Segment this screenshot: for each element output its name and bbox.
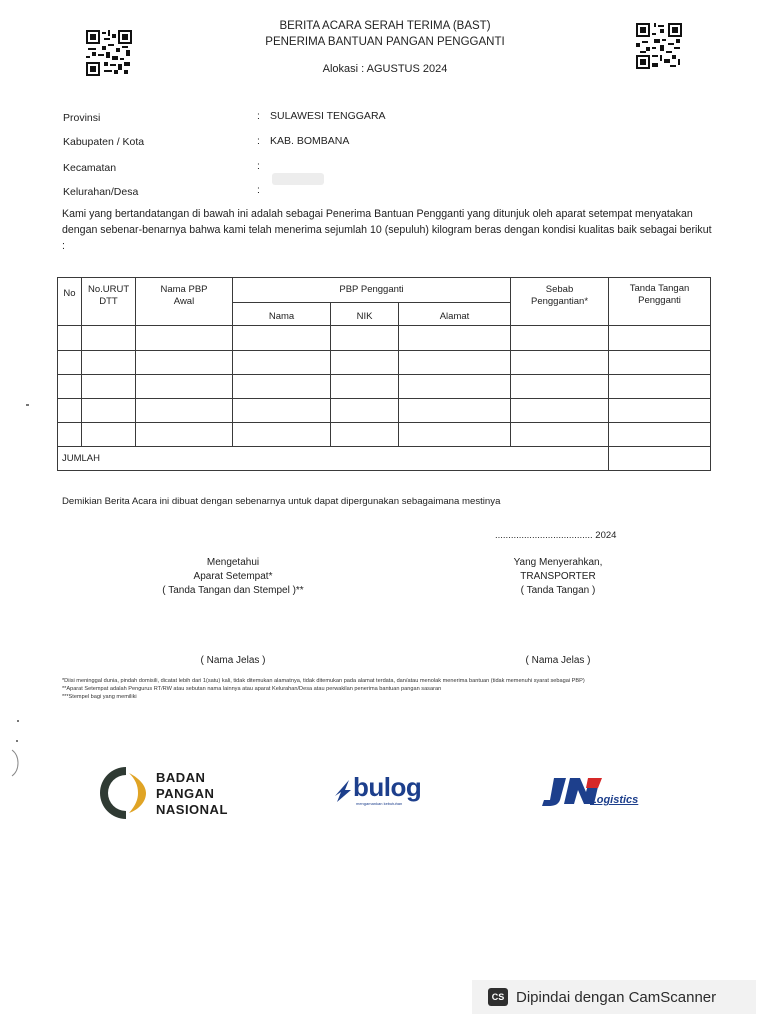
- scan-speck: [16, 740, 18, 742]
- bpn-logo-icon: [96, 765, 152, 826]
- field-colon: :: [257, 160, 260, 172]
- footnote-3: ***Stempel bagi yang memiliki: [62, 694, 137, 700]
- field-label-kabupaten: Kabupaten / Kota: [63, 136, 145, 148]
- field-label-kelurahan: Kelurahan/Desa: [63, 186, 139, 198]
- field-colon: :: [257, 110, 260, 122]
- document-header: [200, 18, 570, 50]
- field-label-kecamatan: Kecamatan: [63, 162, 117, 174]
- table-row: [58, 375, 711, 399]
- column-header-nik: NIK: [331, 303, 399, 326]
- bulog-tagline: mengamankan kebutuhan: [356, 801, 403, 806]
- scan-speck: [17, 720, 19, 722]
- footnote-1: *Diisi meninggal dunia, pindah domisili, dicatat lebih dari 1(satu) kali, tidak ditemukan alamatnya, tidak ditemukan pada alamat terdata, dan/atau menolak menerima bantuan (tidak memenuhi syarat sebagai PBP): [62, 678, 585, 684]
- qr-code-left: [86, 30, 132, 76]
- bpn-logo-text: BADAN PANGAN NASIONAL: [156, 770, 228, 817]
- left-sig-line1: Mengetahui: [206, 557, 260, 568]
- header-title-line2: PENERIMA BANTUAN PANGAN PENGGANTI: [265, 36, 505, 48]
- table-total-row: [58, 447, 711, 471]
- field-value-provinsi: SULAWESI TENGGARA: [270, 110, 386, 122]
- intro-paragraph: Kami yang bertandatangan di bawah ini adalah sebagai Penerima Bantuan Pengganti yang ditunjuk oleh aparat setempat menyatakan dengan sebenar-benarnya bahwa kami telah menerima sejumlah 10 (sepuluh) kilogram beras dengan kondisi kualitas baik sebagai berikut :: [62, 208, 712, 252]
- recipient-table: [57, 277, 711, 471]
- column-header-urut: No.URUT DTT: [82, 278, 136, 326]
- signature-block-left: [128, 556, 338, 598]
- column-header-alamat: Alamat: [399, 303, 511, 326]
- table-row: [58, 326, 711, 351]
- bulog-logo-icon: [333, 778, 353, 807]
- column-header-sebab: Sebab Penggantian*: [511, 278, 609, 326]
- field-value-kabupaten: KAB. BOMBANA: [270, 135, 350, 147]
- table-row: [58, 351, 711, 375]
- signature-block-right: [458, 556, 658, 598]
- qr-code-right: [636, 23, 682, 69]
- bulog-logo-text: bulog: [353, 772, 422, 802]
- footnote-2: **Aparat Setempat adalah Pengurus RT/RW atau sebutan nama lainnya atau aparat Kelurahan/Desa atau perwakilan penerima bantuan pangan sasaran: [62, 686, 442, 692]
- allocation-label: Alokasi : AGUSTUS 2024: [322, 63, 448, 75]
- redacted-area: [272, 173, 324, 185]
- total-label: JUMLAH: [58, 447, 609, 471]
- camscanner-icon: CS: [488, 988, 508, 1006]
- closing-statement: Demikian Berita Acara ini dibuat dengan sebenarnya untuk dapat dipergunakan sebagaimana mestinya: [62, 496, 501, 507]
- field-colon: :: [257, 184, 260, 196]
- table-row: [58, 423, 711, 447]
- left-sig-line3: ( Tanda Tangan dan Stempel )**: [162, 585, 304, 596]
- left-sig-line2: Aparat Setempat*: [193, 571, 273, 582]
- field-label-provinsi: Provinsi: [63, 112, 101, 124]
- column-header-nama: Nama: [233, 303, 331, 326]
- field-colon: :: [257, 135, 260, 147]
- column-header-tanda-tangan: Tanda Tangan Pengganti: [609, 278, 711, 326]
- footnotes: [62, 677, 722, 701]
- camscanner-text: Dipindai dengan CamScanner: [516, 988, 717, 1006]
- right-sig-line1: Yang Menyerahkan,: [513, 557, 603, 568]
- column-header-no: No: [58, 278, 82, 326]
- scan-artifact: [10, 748, 24, 783]
- right-sig-name: ( Nama Jelas ): [525, 655, 591, 666]
- right-sig-line2: TRANSPORTER: [520, 571, 596, 582]
- table-row: [58, 399, 711, 423]
- date-line: ..................................... 2024: [495, 530, 617, 541]
- right-sig-line3: ( Tanda Tangan ): [520, 585, 596, 596]
- header-title-line1: BERITA ACARA SERAH TERIMA (BAST): [279, 20, 491, 32]
- scan-speck: [26, 404, 29, 406]
- column-header-pbp-awal: Nama PBP Awal: [136, 278, 233, 326]
- column-header-pbp-pengganti: PBP Pengganti: [233, 278, 511, 303]
- jn-logistics-logo-text: Logistics: [590, 794, 639, 806]
- camscanner-watermark: [472, 980, 756, 1014]
- left-sig-name: ( Nama Jelas ): [200, 655, 266, 666]
